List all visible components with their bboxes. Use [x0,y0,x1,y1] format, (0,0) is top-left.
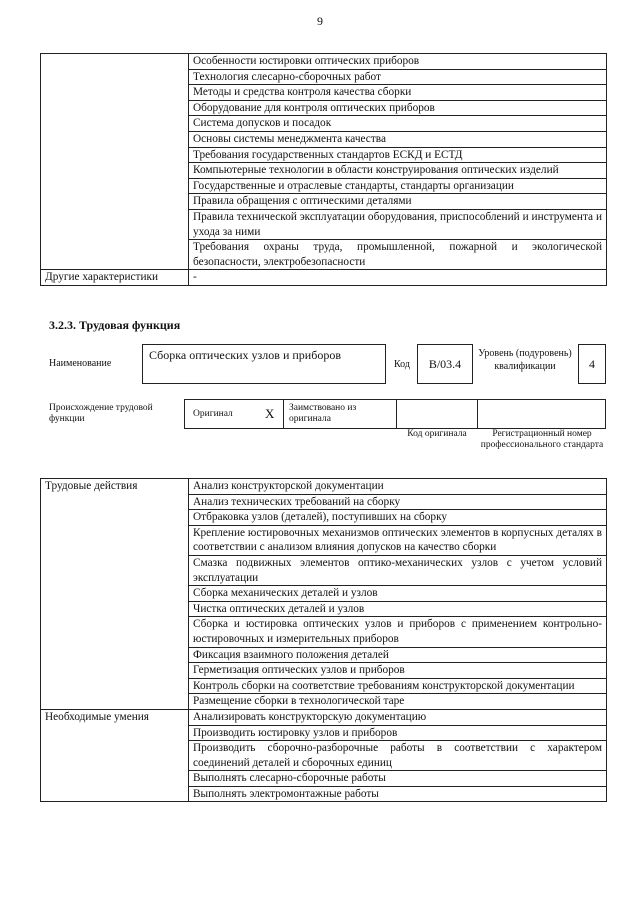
other-value: - [189,270,607,286]
knowledge-row [41,54,607,70]
knowledge-item: Система допусков и посадок [189,116,607,132]
code-caption: Код оригинала [407,429,467,439]
other-row [41,270,607,286]
name-label: Наименование [49,358,112,369]
name-field [142,344,386,384]
skill-row [41,709,607,725]
code-field [417,344,473,384]
action-item: Размещение сборки в технологической таре [189,694,607,710]
original-cell [184,399,284,429]
code-label: Код [394,359,410,370]
knowledge-item: Правила технической эксплуатации оборудования, приспособлений и инструмента и ухода за ними [189,209,607,239]
level-field [578,344,606,384]
action-item: Анализ технических требований на сборку [189,494,607,510]
knowledge-item: Компьютерные технологии в области конструирования оптических изделий [189,163,607,179]
knowledge-item: Особенности юстировки оптических приборов [189,54,607,70]
skill-item: Выполнять слесарно-сборочные работы [189,771,607,787]
original-mark: X [265,406,275,421]
action-item: Крепление юстировочных механизмов оптических элементов в корпусных деталях в соответствии с анализом влияния допусков на качество сборки [189,525,607,555]
section-title: 3.2.3. Трудовая функция [49,318,181,332]
other-label: Другие характеристики [41,270,189,286]
knowledge-label [41,54,189,270]
registration-number-cell [477,399,606,429]
page-number: 9 [317,14,323,28]
action-item: Фиксация взаимного положения деталей [189,647,607,663]
action-label: Трудовые действия [41,479,189,710]
borrowed-label: Заимствовано из оригинала [289,403,357,424]
action-item: Контроль сборки на соответствие требованиям конструкторской документации [189,678,607,694]
skill-item: Производить юстировку узлов и приборов [189,725,607,741]
skill-item: Выполнять электромонтажные работы [189,786,607,802]
knowledge-item: Технология слесарно-сборочных работ [189,69,607,85]
knowledge-item: Государственные и отраслевые стандарты, стандарты организации [189,178,607,194]
reg-caption: Регистрационный номер профессионального стандарта [480,429,604,450]
knowledge-item: Методы и средства контроля качества сборки [189,85,607,101]
level-value: 4 [589,356,595,371]
action-item: Сборка механических деталей и узлов [189,586,607,602]
knowledge-item: Требования государственных стандартов ЕСКД и ЕСТД [189,147,607,163]
knowledge-item: Правила обращения с оптическими деталями [189,194,607,210]
name-value: Сборка оптических узлов и приборов [149,348,341,362]
skill-label: Необходимые умения [41,709,189,802]
action-item: Отбраковка узлов (деталей), поступивших на сборку [189,510,607,526]
actions-table [40,478,607,802]
origin-label: Происхождение трудовой функции [49,403,153,424]
original-label: Оригинал [193,409,233,419]
knowledge-item: Основы системы менеджмента качества [189,131,607,147]
borrowed-cell [283,399,397,429]
skill-item: Производить сборочно-разборочные работы в соответствии с характером соединений деталей и сборочных единиц [189,741,607,771]
action-item: Смазка подвижных элементов оптико-механических узлов с учетом условий эксплуатации [189,555,607,585]
knowledge-item: Требования охраны труда, промышленной, пожарной и экологической безопасности, электробезопасности [189,240,607,270]
level-label: Уровень (подуровень) квалификации [478,348,572,372]
skill-item: Анализировать конструкторскую документацию [189,709,607,725]
action-row [41,479,607,495]
knowledge-table [40,53,607,286]
knowledge-item: Оборудование для контроля оптических приборов [189,100,607,116]
code-value: B/03.4 [428,356,462,371]
action-item: Чистка оптических деталей и узлов [189,601,607,617]
action-item: Герметизация оптических узлов и приборов [189,663,607,679]
original-code-cell [396,399,478,429]
action-item: Сборка и юстировка оптических узлов и приборов с применением контрольно-юстировочных и измерительных приборов [189,617,607,647]
action-item: Анализ конструкторской документации [189,479,607,495]
